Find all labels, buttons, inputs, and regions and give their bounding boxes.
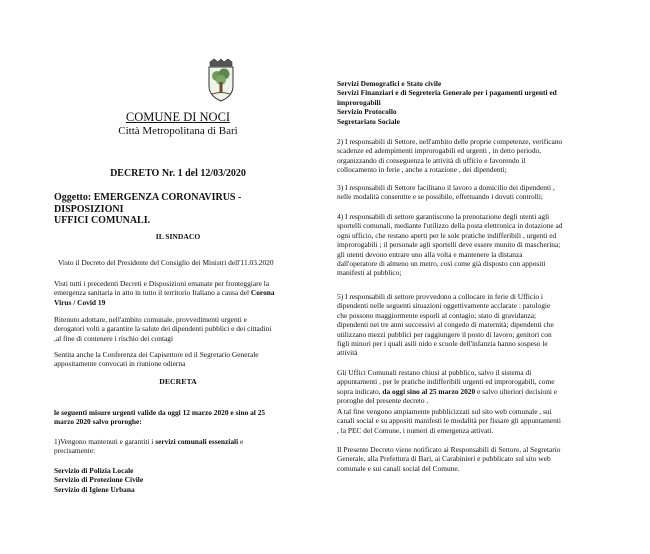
servizio-item: Servizio di Igiene Urbana: [54, 484, 135, 494]
text-line: marzo 2020 salvo proroghe:: [54, 417, 142, 427]
oggetto-heading: [54, 192, 302, 227]
text-line: appositamente convocati in riunione odierna: [54, 359, 186, 369]
text-line: improrogabili ; il personale agli sportelli deve essere munito di mascherina;: [337, 240, 561, 250]
municipal-coat-of-arms: [204, 58, 238, 102]
servizio-item: improrogabili: [337, 97, 381, 107]
tal-fine-paragraph: [337, 407, 609, 435]
text-fragment: e salvo ulteriori decisioni e: [477, 386, 558, 396]
servizio-item: Segretariato Sociale: [337, 116, 400, 126]
paragraph-5: [337, 292, 609, 358]
paragraph-3: [337, 183, 609, 202]
text-fragment: e: [240, 437, 244, 446]
misure-paragraph: [54, 408, 302, 427]
servizio-item: Servizio di Protezione Civile: [54, 475, 144, 485]
sindaco-heading: IL SINDACO: [155, 232, 201, 241]
text-line: sportelli comunali, mediante l'utilizzo della posta elettronica in dotazione ad: [337, 221, 563, 231]
text-line: Gli Uffici Comunali restano chiusi al pubblico, salvo il sistema di: [337, 368, 532, 377]
text-line: 2) I responsabili di Settore, nell'ambito delle proprie competenze, verificano: [337, 137, 563, 146]
text-line: 5) I responsabili di settore provvedono a collocare in ferie di Ufficio i: [337, 292, 543, 301]
text-line: proroghe del presente decreto .: [337, 396, 429, 406]
servizio-item: Servizi Demografici e Stato civile: [337, 79, 442, 88]
oggetto-line: Oggetto: EMERGENZA CORONAVIRUS - DISPOSIZIONI: [54, 192, 242, 215]
servizi-list-left: [54, 466, 302, 494]
bold-term: Corona: [250, 288, 275, 298]
text-line: 4) I responsabili di settore garantiscono la prenotazione degli utenti agli: [337, 212, 550, 221]
text-line: appuntamenti , per le pratiche indifferibili urgenti ed improrogabili, come: [337, 377, 555, 387]
text-line: , la PEC del Comune, i numeri di emergenza attivati.: [337, 425, 494, 435]
text-line: Ritenuto adottare, nell'ambito comunale, provvedimenti urgenti e: [54, 315, 247, 324]
comune-title: COMUNE DI NOCI: [125, 110, 231, 124]
text-line: attività: [337, 348, 358, 358]
text-line: dipendenti nelle seguenti situazioni oggettivamente acclarate : patologie: [337, 301, 551, 311]
text-line: ogni ufficio, che restano aperti per le sole pratiche indifferibili , urgenti ed: [337, 230, 557, 240]
text-line: Visti tutti i precedenti Decreti e Disposizioni emanate per fronteggiare la: [54, 279, 270, 288]
text-line: manifesti al pubblico;: [337, 268, 402, 278]
text-line: 3) I responsabili di Settore facilitano il lavoro a domicilio dei dipendenti ,: [337, 183, 555, 192]
presente-decreto-paragraph: [337, 445, 609, 473]
text-line: ,al fine di contenere i rischio dei contagi: [54, 333, 174, 343]
text-fragment: sopra indicato,: [337, 386, 381, 396]
text-line: dall'operatore di almeno un metro, così come già disposto con appositi: [337, 259, 546, 269]
mantenuti-paragraph: [54, 437, 302, 456]
text-line: Generale, alla Prefettura di Bari, ai Carabinieri e pubblicato sul sito web: [337, 454, 551, 464]
text-line: organizzando di conseguenza le attività di ufficio e favorendo il: [337, 155, 526, 165]
text-line: utilizzano mezzi pubblici per raggiungere il posto di lavoro; genitori con: [337, 329, 552, 339]
text-fragment: 1)Vengono mantenuti e garantiti i: [54, 437, 154, 446]
text-line: Sentita anche la Conferenza dei Capisettore ed il Segretario Generale: [54, 350, 259, 359]
servizi-list-right: [337, 79, 609, 126]
paragraph-2: [337, 137, 609, 175]
decreta-heading: DECRETA: [159, 377, 197, 386]
bold-term: Virus / Covid 19: [54, 297, 106, 307]
uffici-paragraph: [337, 368, 609, 406]
text-line: Il Presente Decreto viene notificato ai Responsabili di Settore, al Segretario: [337, 445, 561, 454]
text-line: canali social e su appositi manifesti le modalità per fissare gli appuntamenti: [337, 416, 561, 426]
servizio-item: Servizio di Polizia Locale: [54, 466, 134, 475]
visto-paragraph: Visto il Decreto del Presidente del Consiglio dei Ministri dell'11.03.2020: [58, 258, 274, 267]
text-line: comunale e sui canali social del Comune.: [337, 463, 460, 473]
text-line: le seguenti misure urgenti valide da oggi 12 marzo 2020 e sino al 25: [54, 408, 266, 417]
text-line: gli utenti devono entrare uno alla volta e mantenere la distanza: [337, 249, 523, 259]
text-line: dipendenti nei tre anni successivi al congedo di maternità; dipendenti che: [337, 320, 554, 330]
text-line: che possono maggiormente esporli al contagio; stato di gravidanza;: [337, 310, 537, 320]
text-line: A tal fine vengono ampiamente pubblicizzati sul sito web comunale , sui: [337, 407, 552, 416]
text-line: figli minori per i quali asili nido e scuole dell'infanzia hanno sospeso le: [337, 339, 548, 349]
text-line: derogatori volti a garantire la salute dei dipendenti pubblici e dei cittadini: [54, 324, 272, 334]
sentita-paragraph: [54, 350, 302, 369]
bold-term: servizi comunali essenziali: [155, 437, 239, 446]
text-line: scadenze ed adempimenti improrogabili ed urgenti , in detto periodo,: [337, 146, 542, 156]
servizio-item: Servizio Protocollo: [337, 107, 397, 117]
servizio-item: Servizi Finanziari e di Segreteria Generale per i pagamenti urgenti ed: [337, 88, 557, 98]
comune-subtitle: Città Metropolitana di Bari: [118, 125, 238, 137]
text-line: collocamento in ferie , anche a rotazione , dei dipendenti;: [337, 165, 507, 175]
paragraph-4: [337, 212, 609, 278]
text-line: nelle modalità consentite e se possibile, effettuando i dovuti controlli;: [337, 192, 543, 202]
decreto-title: DECRETO Nr. 1 del 12/03/2020: [110, 168, 246, 179]
text-line: precisamente:: [54, 446, 96, 456]
text-line: emergenza sanitaria in atto in tutto il territorio Italiano a causa del: [54, 288, 250, 298]
visti-paragraph: [54, 279, 302, 307]
ritenuto-paragraph: [54, 315, 302, 343]
bold-term: da oggi sino al 25 marzo 2020: [382, 386, 476, 396]
oggetto-line: UFFICI COMUNALI.: [54, 215, 151, 226]
